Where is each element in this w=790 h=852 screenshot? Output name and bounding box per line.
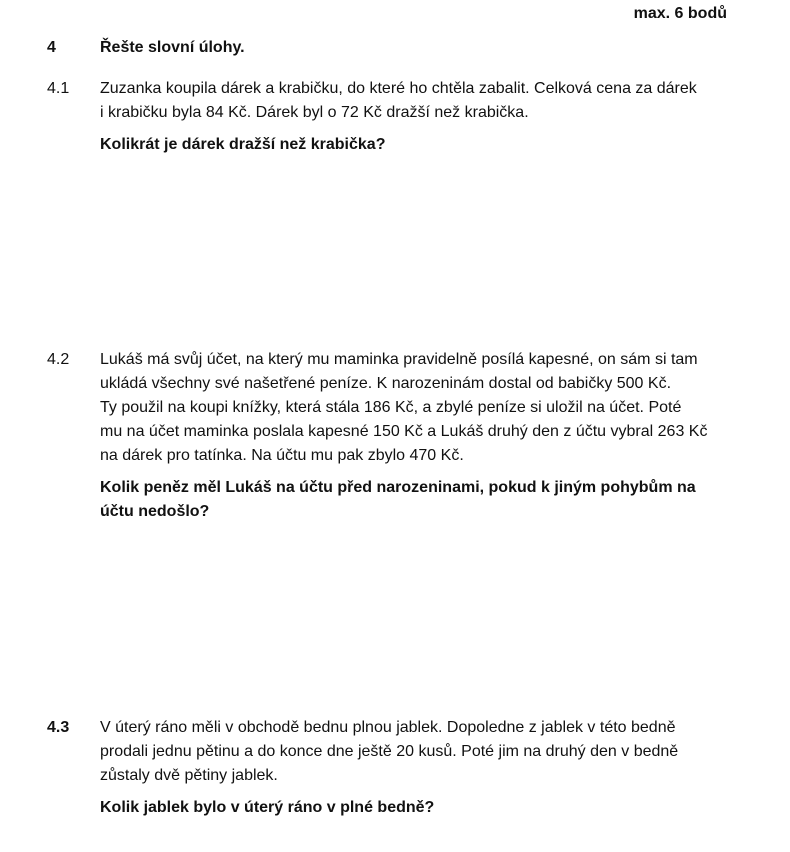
text-line: i krabičku byla 84 Kč. Dárek byl o 72 Kč dražší než krabička.	[100, 104, 529, 121]
task-text	[100, 348, 740, 468]
task-number: 4.2	[47, 351, 70, 368]
text-line: mu na účet maminka poslala kapesné 150 Kč a Lukáš druhý den z účtu vybral 263 Kč	[100, 423, 708, 440]
section-title: Řešte slovní úlohy.	[100, 39, 245, 56]
text-line: zůstaly dvě pětiny jablek.	[100, 767, 278, 784]
task-question	[100, 796, 740, 820]
text-line: Zuzanka koupila dárek a krabičku, do které ho chtěla zabalit. Celková cena za dárek	[100, 80, 697, 97]
max-points-label: max. 6 bodů	[633, 5, 727, 22]
task-text	[100, 77, 740, 125]
text-line: prodali jednu pětinu a do konce dne ještě 20 kusů. Poté jim na druhý den v bedně	[100, 743, 679, 760]
text-line: ukládá všechny své našetřené peníze. K narozeninám dostal od babičky 500 Kč.	[100, 375, 672, 392]
question-line: účtu nedošlo?	[100, 503, 210, 520]
task-question	[100, 133, 740, 157]
text-line: na dárek pro tatínka. Na účtu mu pak zbylo 470 Kč.	[100, 447, 464, 464]
question-line: Kolik peněz měl Lukáš na účtu před narozeninami, pokud k jiným pohybům na	[100, 479, 696, 496]
text-line: Ty použil na koupi knížky, která stála 186 Kč, a zbylé peníze si uložil na účet. Poté	[100, 399, 682, 416]
task-body	[100, 77, 740, 157]
question-line: Kolikrát je dárek dražší než krabička?	[100, 136, 386, 153]
task-question	[100, 476, 740, 524]
text-line: V úterý ráno měli v obchodě bednu plnou jablek. Dopoledne z jablek v této bedně	[100, 719, 676, 736]
task-body	[100, 716, 740, 820]
task-number: 4.1	[47, 80, 70, 97]
text-line: Lukáš má svůj účet, na který mu maminka pravidelně posílá kapesné, on sám si tam	[100, 351, 698, 368]
question-line: Kolik jablek bylo v úterý ráno v plné bedně?	[100, 799, 435, 816]
section-number: 4	[47, 39, 56, 56]
task-body	[100, 348, 740, 524]
task-text	[100, 716, 740, 788]
task-number: 4.3	[47, 719, 70, 736]
